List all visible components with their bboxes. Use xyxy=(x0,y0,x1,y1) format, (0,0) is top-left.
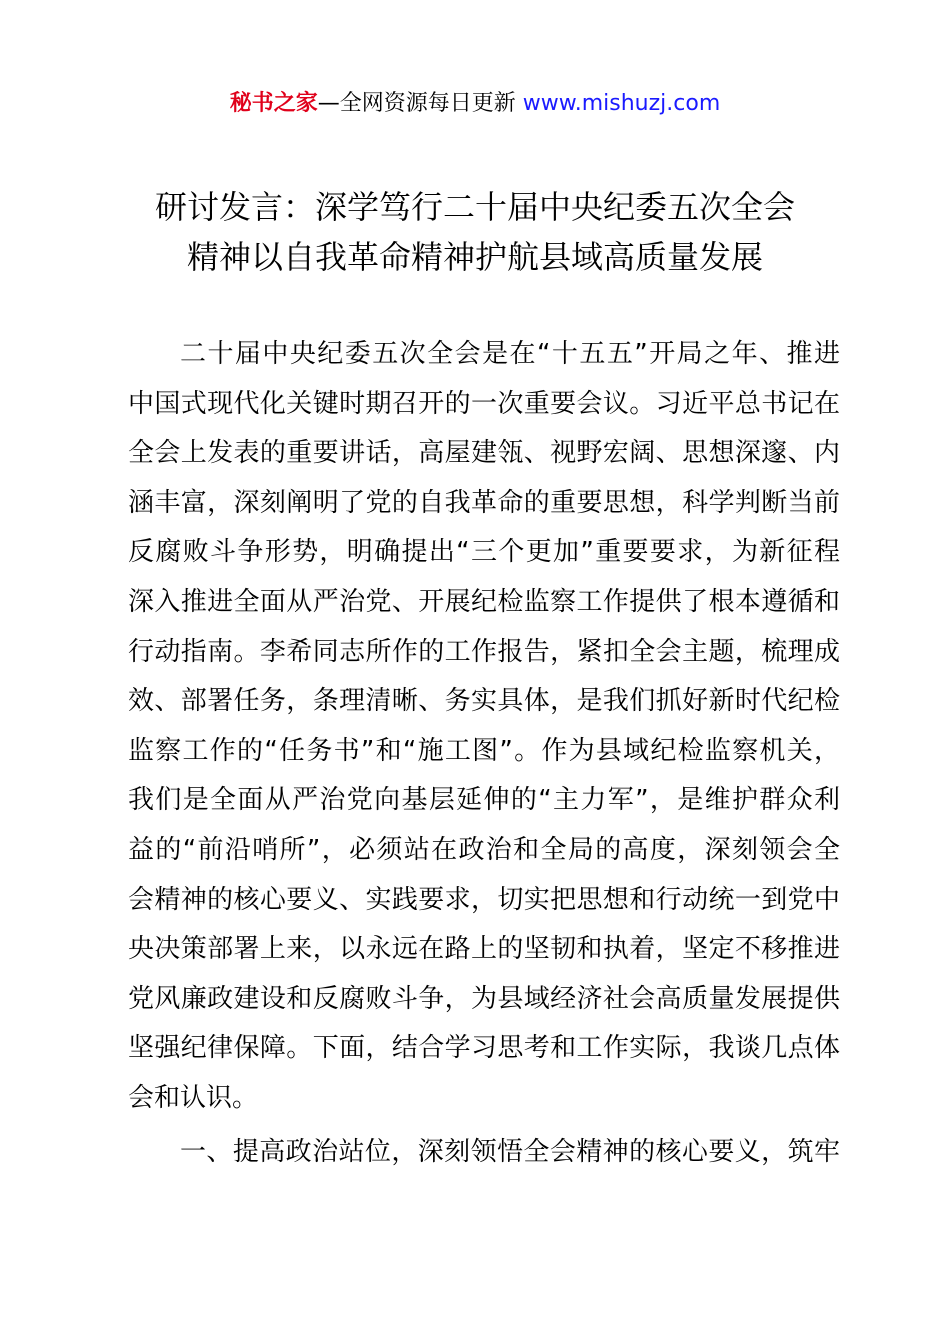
paragraph-line: 行动指南。李希同志所作的工作报告，紧扣全会主题，梳理成 xyxy=(128,636,840,667)
site-brand: 秘书之家 xyxy=(229,91,318,116)
paragraph-line: 涵丰富，深刻阐明了党的自我革命的重要思想，科学判断当前 xyxy=(128,487,840,518)
paragraph-line: 反腐败斗争形势，明确提出“三个更加”重要要求，为新征程 xyxy=(128,537,840,568)
document-title xyxy=(80,182,870,282)
paragraph-line: 益的“前沿哨所”，必须站在政治和全局的高度，深刻领会全 xyxy=(128,834,840,865)
section-heading-line: 一、提高政治站位，深刻领悟全会精神的核心要义，筑牢 xyxy=(180,1137,840,1167)
paragraph-line: 我们是全面从严治党向基层延伸的“主力军”，是维护群众利 xyxy=(128,785,840,816)
paragraph-line: 全会上发表的重要讲话，高屋建瓴、视野宏阔、思想深邃、内 xyxy=(128,438,840,469)
paragraph-line: 会和认识。 xyxy=(128,1082,259,1113)
paragraph-line: 监察工作的“任务书”和“施工图”。作为县域纪检监察机关， xyxy=(128,735,840,766)
site-tagline: —全网资源每日更新 xyxy=(317,91,523,116)
site-header xyxy=(0,86,950,122)
paragraph-line: 中国式现代化关键时期召开的一次重要会议。习近平总书记在 xyxy=(128,388,840,419)
paragraph-line: 党风廉政建设和反腐败斗争，为县域经济社会高质量发展提供 xyxy=(128,983,840,1014)
body-paragraph xyxy=(128,330,840,1124)
paragraph-line: 央决策部署上来，以永远在路上的坚韧和执着，坚定不移推进 xyxy=(128,934,840,965)
paragraph-line: 二十届中央纪委五次全会是在“十五五”开局之年、推进 xyxy=(180,339,840,369)
paragraph-line: 效、部署任务，条理清晰、务实具体，是我们抓好新时代纪检 xyxy=(128,686,840,717)
site-url[interactable]: www.mishuzj.com xyxy=(522,91,721,116)
section-heading xyxy=(128,1130,840,1174)
title-line: 研讨发言：深学笃行二十届中央纪委五次全会 xyxy=(154,188,795,226)
paragraph-line: 会精神的核心要义、实践要求，切实把思想和行动统一到党中 xyxy=(128,884,840,915)
title-line: 精神以自我革命精神护航县域高质量发展 xyxy=(186,238,763,276)
paragraph-line: 深入推进全面从严治党、开展纪检监察工作提供了根本遵循和 xyxy=(128,586,840,617)
paragraph-line: 坚强纪律保障。下面，结合学习思考和工作实际，我谈几点体 xyxy=(128,1033,840,1064)
